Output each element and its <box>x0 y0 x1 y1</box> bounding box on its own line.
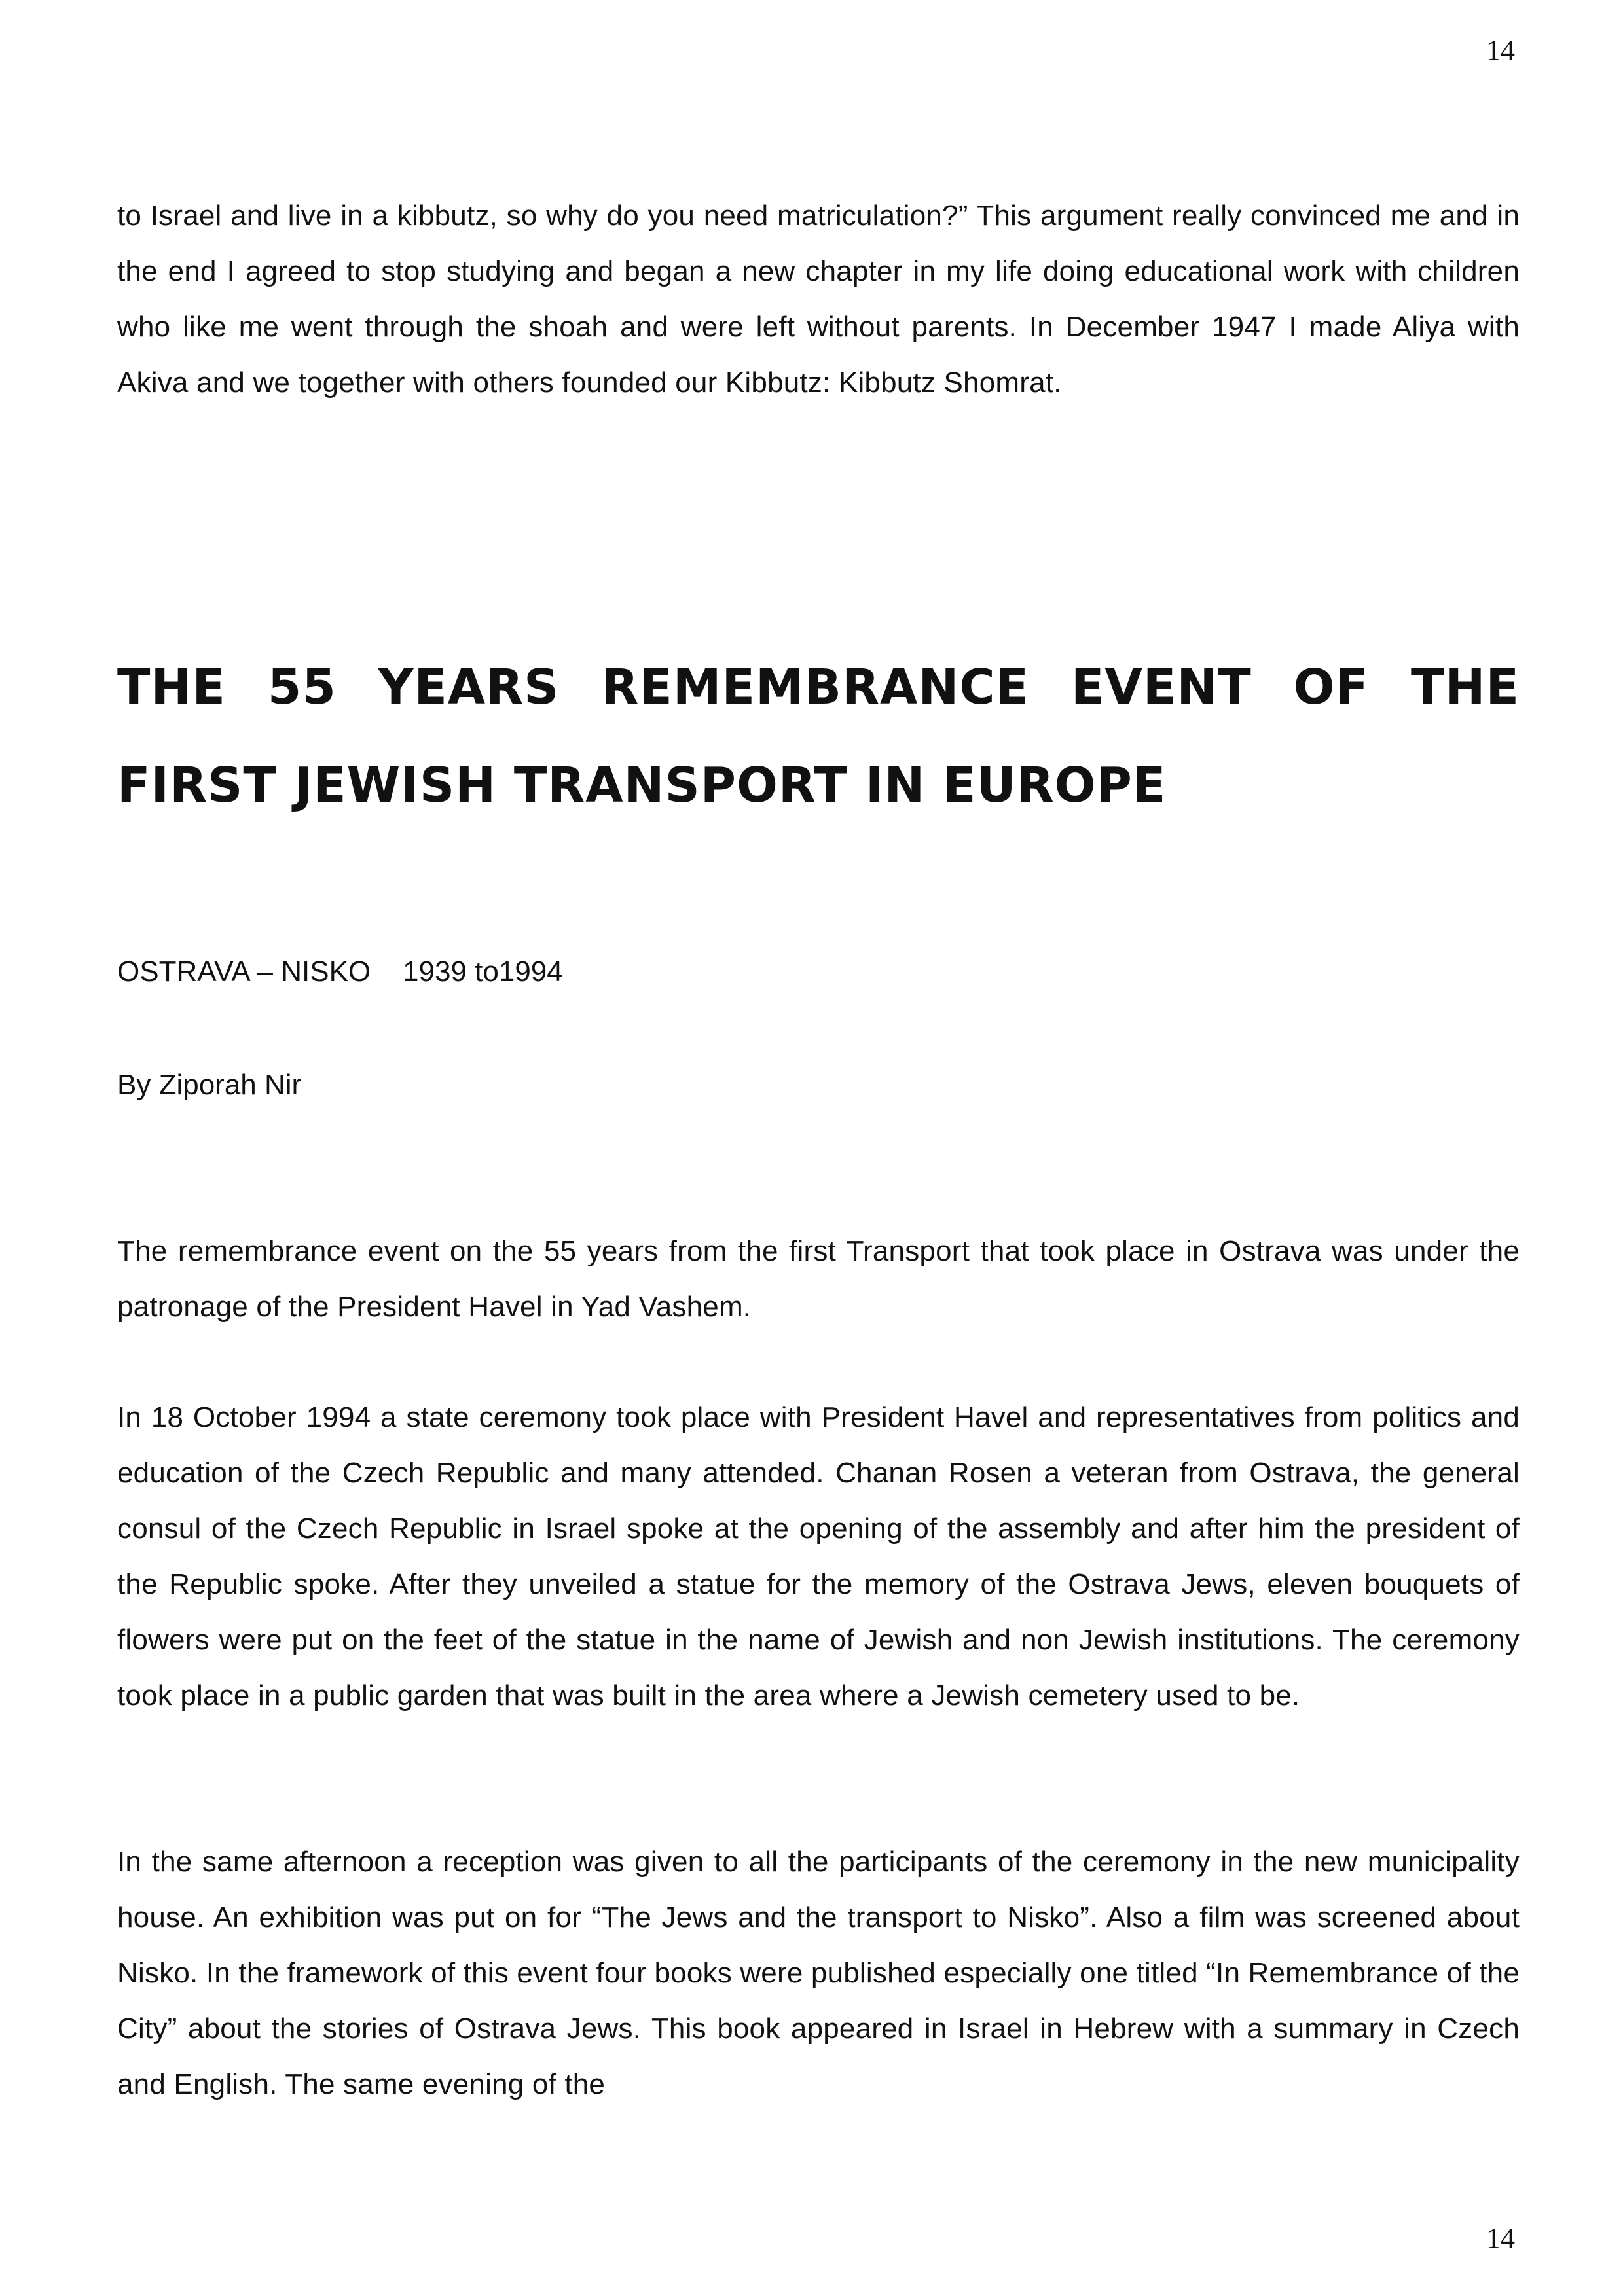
intro-paragraph: to Israel and live in a kibbutz, so why do you need matriculation?” This argument really convinced me and in the end I agreed to stop studying and began a new chapter in my life doing educational work with children who like me went through the shoah and were left without parents. In December 1947 I made Aliya with Akiva and we together with others founded our Kibbutz: Kibbutz Shomrat. <box>117 200 1520 399</box>
body-paragraph: In the same afternoon a reception was given to all the participants of the ceremony in the new municipality house. An exhibition was put on for “The Jews and the transport to Nisko”. Also a film was screened about Nisko. In the framework of this event four books were published especially one titled “In Remembrance of the City” about the stories of Ostrava Jews. This book appeared in Israel in Hebrew with a summary in Czech and English. The same evening of the <box>117 1846 1520 2100</box>
body-paragraph: The remembrance event on the 55 years from the first Transport that took place in Ostrava was under the patronage of the President Havel in Yad Vashem. <box>117 1235 1520 1323</box>
body-paragraph: In 18 October 1994 a state ceremony took place with President Havel and representatives from politics and education of the Czech Republic and many attended. Chanan Rosen a veteran from Ostrava, the general consul of the Czech Republic in Israel spoke at the opening of the assembly and after him the president of the Republic spoke. After they unveiled a statue for the memory of the Ostrava Jews, eleven bouquets of flowers were put on the feet of the statue in the name of Jewish and non Jewish institutions. The ceremony took place in a public garden that was built in the area where a Jewish cemetery used to be. <box>117 1401 1520 1712</box>
subtitle-line: OSTRAVA – NISKO 1939 to1994 <box>117 956 563 988</box>
section-heading: THE 55 YEARS REMEMBRANCE EVENT OF THE FIRST JEWISH TRANSPORT IN EUROPE <box>117 659 1520 814</box>
byline: By Ziporah Nir <box>117 1069 302 1101</box>
page-number-bottom: 14 <box>1486 2222 1515 2254</box>
page-number-top: 14 <box>1486 34 1515 66</box>
